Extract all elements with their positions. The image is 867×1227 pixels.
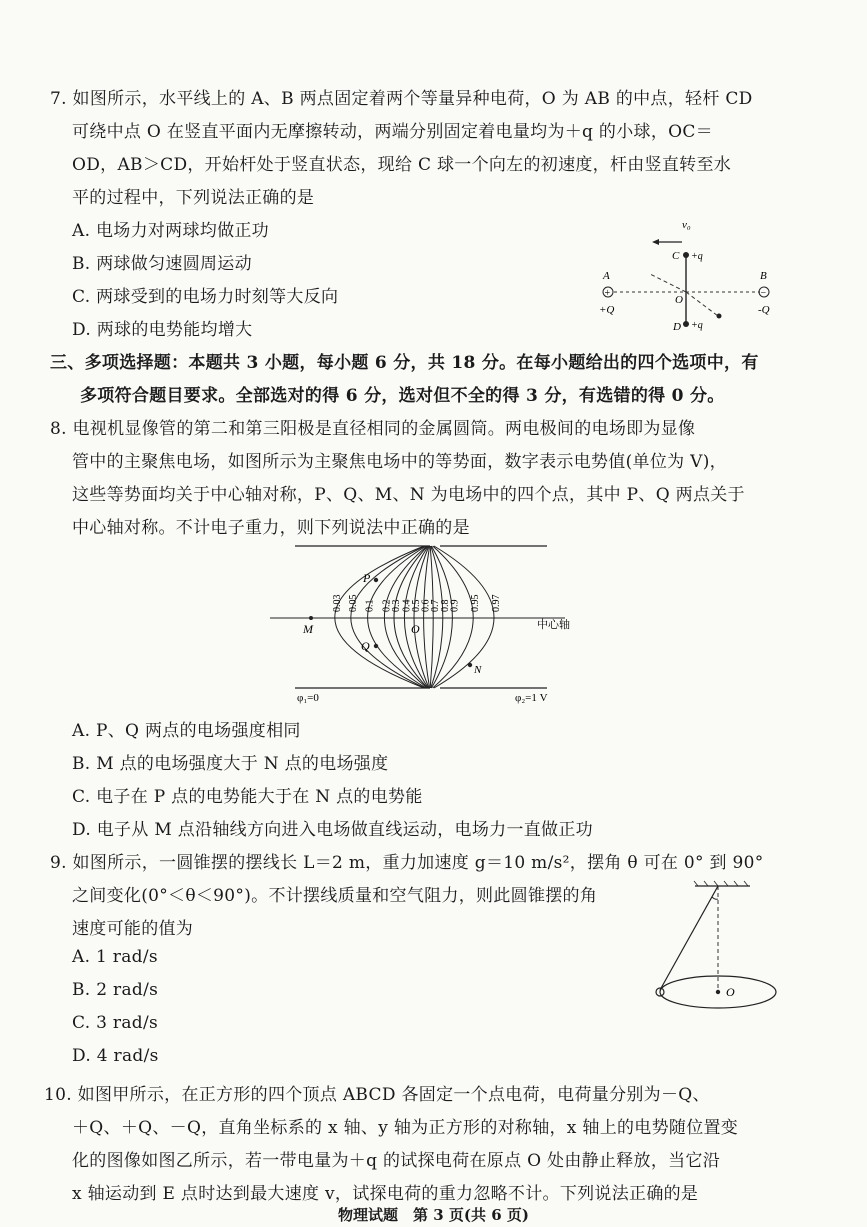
q8-fig-label-p: P: [363, 571, 371, 585]
q9-option-c: C. 3 rad/s: [72, 1013, 159, 1033]
q7-stem-line-4: 平的过程中，下列说法正确的是: [72, 188, 315, 208]
q7-fig-label-plus-q-bottom: +q: [691, 320, 703, 331]
equipotential-curve: [433, 546, 474, 688]
q9-stem-line-1: 9. 如图所示，一圆锥摆的摆线长 L＝2 m，重力加速度 g＝10 m/s²，摆角 θ 可在 0° 到 90°: [50, 853, 764, 873]
q8-figure: [265, 538, 605, 708]
q10-stem-line-1: 10. 如图甲所示，在正方形的四个顶点 ABCD 各固定一个点电荷，电荷量分别为－Q、: [44, 1085, 710, 1105]
potential-label: 0.2: [381, 599, 393, 612]
q7-fig-label-v0: v₀: [682, 219, 691, 231]
q8-fig-label-m: M: [303, 622, 313, 636]
q9-option-d: D. 4 rad/s: [72, 1046, 159, 1066]
equipotential-curve: [394, 546, 428, 688]
potential-label: 0.03: [331, 594, 343, 612]
potential-label: 0.7: [430, 599, 442, 612]
potential-label: 0.6: [420, 599, 432, 612]
equipotential-curve: [368, 546, 427, 688]
potential-label: 0.5: [411, 599, 422, 612]
q8-fig-label-q: Q: [361, 639, 370, 653]
q10-stem-line-4: x 轴运动到 E 点时达到最大速度 v，试探电荷的重力忽略不计。下列说法正确的是: [72, 1184, 699, 1204]
q10-stem-line-2: ＋Q、＋Q、－Q，直角坐标系的 x 轴、y 轴为正方形的对称轴，x 轴上的电势随位置变: [72, 1118, 739, 1138]
q7-fig-minus-sign: −: [760, 288, 767, 299]
q8-fig-phi2: φ₂=1 V: [515, 692, 548, 704]
q8-stem-line-4: 中心轴对称。不计电子重力，则下列说法中正确的是: [72, 518, 470, 538]
equipotential-curve: [404, 546, 428, 688]
q7-figure: [590, 212, 790, 342]
section3-heading-line-1: 三、多项选择题：本题共 3 小题，每小题 6 分，共 18 分。在每小题给出的四个选项中，有: [50, 353, 759, 373]
q10-stem-line-3: 化的图像如图乙所示，若一带电量为＋q 的试探电荷在原点 O 处由静止释放，当它沿: [72, 1151, 721, 1171]
q7-option-a: A. 电场力对两球均做正功: [72, 221, 269, 241]
q9-stem-line-2: 之间变化(0°＜θ＜90°)。不计摆线质量和空气阻力，则此圆锥摆的角: [72, 886, 598, 906]
q7-option-d: D. 两球的电势能均增大: [72, 320, 253, 340]
q9-stem-line-3: 速度可能的值为: [72, 919, 194, 939]
equipotential-curve: [430, 546, 433, 688]
q7-stem-line-2: 可绕中点 O 在竖直平面内无摩擦转动，两端分别固定着电量均为＋q 的小球，OC＝: [72, 122, 713, 142]
potential-label: 0.9: [449, 599, 461, 612]
page-footer: 物理试题 第 3 页(共 6 页): [338, 1206, 529, 1224]
q7-fig-label-plusQ: +Q: [599, 304, 615, 316]
q7-stem-line-3: OD，AB＞CD，开始杆处于竖直状态，现给 C 球一个向左的初速度，杆由竖直转至水: [72, 155, 732, 175]
q8-stem-line-3: 这些等势面均关于中心轴对称，P、Q、M、N 为电场中的四个点，其中 P、Q 两点关于: [72, 485, 745, 505]
potential-labels: [332, 595, 502, 613]
q7-fig-label-minusQ: -Q: [758, 304, 770, 316]
q7-option-b: B. 两球做匀速圆周运动: [72, 254, 252, 274]
q7-fig-label-c: C: [672, 250, 680, 262]
q8-option-a: A. P、Q 两点的电场强度相同: [72, 721, 301, 741]
equipotential-curve: [424, 546, 430, 688]
q9-fig-label-o: O: [726, 985, 735, 999]
potential-label: 0.97: [491, 594, 502, 612]
q8-option-d: D. 电子从 M 点沿轴线方向进入电场做直线运动，电场力一直做正功: [72, 820, 593, 840]
q9-figure: [640, 880, 790, 1030]
q9-option-a: A. 1 rad/s: [72, 947, 158, 967]
q8-fig-axis-label: 中心轴: [537, 619, 570, 631]
q7-fig-label-plus-q-top: +q: [691, 251, 703, 262]
q8-fig-label-o: O: [411, 622, 420, 636]
q7-stem-line-1: 7. 如图所示，水平线上的 A、B 两点固定着两个等量异种电荷，O 为 AB 的中点，轻杆 CD: [50, 89, 753, 109]
equipotential-curve: [431, 546, 452, 688]
q7-fig-label-b: B: [760, 270, 767, 282]
potential-label: 0.3: [391, 599, 402, 612]
q7-fig-plus-sign: +: [604, 288, 611, 299]
q8-fig-phi1: φ₁=0: [297, 692, 319, 704]
q7-fig-label-d: D: [673, 321, 681, 333]
q8-option-b: B. M 点的电场强度大于 N 点的电场强度: [72, 754, 389, 774]
section3-heading-line-2: 多项符合题目要求。全部选对的得 6 分，选对但不全的得 3 分，有选错的得 0 分。: [80, 386, 725, 406]
q8-fig-label-n: N: [474, 664, 482, 676]
potential-label: 0.05: [347, 594, 359, 612]
q7-fig-label-o: O: [675, 294, 683, 306]
q9-option-b: B. 2 rad/s: [72, 980, 159, 1000]
potential-label: 0.8: [439, 599, 451, 612]
potential-label: 0.1: [364, 599, 376, 612]
equipotential-curve: [431, 546, 443, 688]
q8-stem-line-1: 8. 电视机显像管的第二和第三阳极是直径相同的金属圆筒。两电极间的电场即为显像: [50, 419, 696, 439]
equipotential-curve: [384, 546, 427, 688]
q7-fig-label-a: A: [603, 270, 610, 282]
potential-label: 0.95: [470, 594, 482, 612]
q7-option-c: C. 两球受到的电场力时刻等大反向: [72, 287, 339, 307]
q8-option-c: C. 电子在 P 点的电势能大于在 N 点的电势能: [72, 787, 423, 807]
q8-stem-line-2: 管中的主聚焦电场，如图所示为主聚焦电场中的等势面，数字表示电势值(单位为 V)，: [72, 452, 727, 472]
potential-label: 0.4: [401, 599, 413, 612]
